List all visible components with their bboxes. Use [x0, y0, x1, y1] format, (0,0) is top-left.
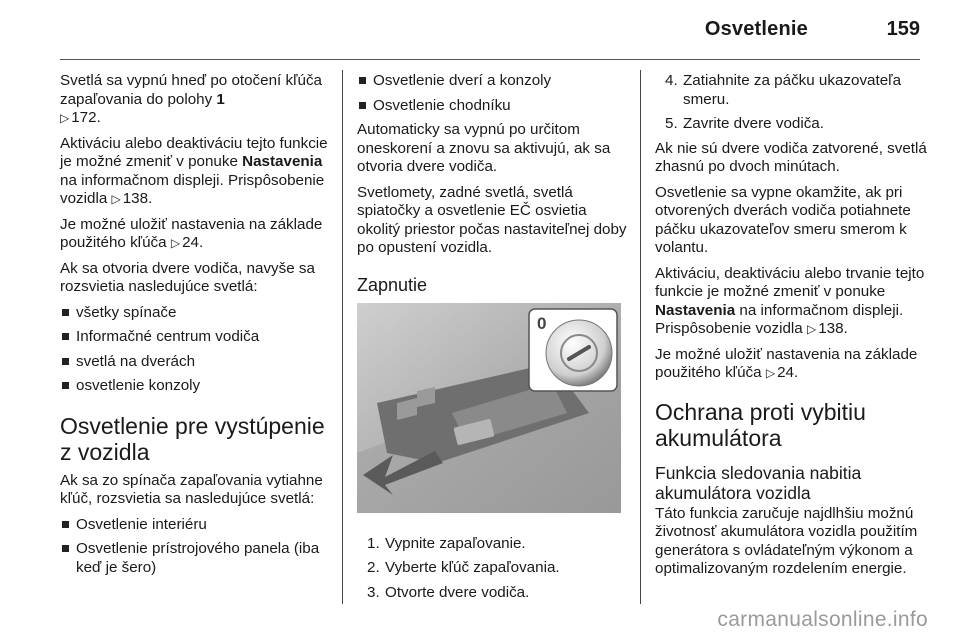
step-text: Zatiahnite za páčku ukazovateľa smeru.	[683, 72, 902, 108]
paragraph	[60, 216, 332, 253]
page-ref-arrow-icon: ▷	[765, 366, 776, 380]
page-ref-link[interactable]: 24.	[182, 234, 204, 251]
column-2	[357, 72, 629, 608]
paragraph	[655, 184, 930, 258]
section-heading: Osvetlenie pre vystúpenie z vozidla	[60, 412, 325, 465]
step-number: 2.	[367, 559, 380, 576]
step-text: Zavrite dvere vodiča.	[683, 115, 824, 132]
paragraph	[357, 184, 629, 258]
paragraph	[60, 72, 332, 128]
page-ref-link[interactable]: 138.	[818, 320, 848, 337]
paragraph	[60, 472, 332, 509]
paragraph	[655, 265, 930, 339]
step-number: 3.	[367, 583, 380, 601]
list-item: Informačné centrum vodiča	[60, 328, 332, 347]
list-item: všetky spínače	[60, 304, 332, 323]
column-divider-1	[342, 70, 343, 604]
list-item: Osvetlenie dverí a konzoly	[357, 72, 629, 91]
paragraph-text: Svetlá sa vypnú hneď po otočení kľúča zapaľovania do polohy	[60, 72, 322, 108]
paragraph-text: na informačnom displeji. Prispôsobenie vozidla	[655, 301, 904, 337]
ignition-position-label: 0	[537, 313, 547, 333]
paragraph	[60, 135, 332, 209]
column-1	[60, 72, 332, 583]
list-item	[357, 535, 629, 554]
bullet-list	[357, 72, 629, 115]
paragraph-text: Svetlomety, zadné svetlá, svetlá spiatočky a osvetlenie EČ osvietia okolitý priestor počas nastaviteľnej doby po opustení vozidla.	[357, 183, 627, 256]
step-number: 5.	[665, 115, 678, 132]
step-text: Vyberte kľúč zapaľovania.	[385, 559, 560, 576]
bullet-list	[60, 304, 332, 396]
paragraph-text: Ak nie sú dvere vodiča zatvorené, svetlá zhasnú po dvoch minútach.	[655, 139, 927, 175]
list-item: osvetlenie konzoly	[60, 377, 332, 396]
watermark-text: carmanualsonline.info	[717, 608, 928, 631]
numbered-steps	[357, 535, 629, 603]
step-number: 4.	[665, 72, 678, 89]
page-number: 159	[886, 18, 920, 40]
list-item: Osvetlenie interiéru	[60, 516, 332, 535]
list-item	[357, 584, 629, 603]
paragraph	[655, 505, 930, 579]
page-header-title: Osvetlenie	[704, 18, 808, 40]
paragraph-text: Je možné uložiť nastavenia na základe použitého kľúča	[60, 215, 323, 251]
turn-signal-lever-illustration	[357, 303, 621, 513]
paragraph	[655, 140, 930, 177]
ignition-position: 1	[216, 90, 225, 108]
menu-name: Nastavenia	[655, 301, 736, 319]
paragraph-text: Táto funkcia zaručuje najdlhšiu možnú životnosť akumulátora vozidla použitím generátora s ovládateľným výkonom a optimalizovaným rozdelením energie.	[655, 504, 918, 577]
list-item	[655, 115, 930, 134]
paragraph-text: Osvetlenie sa vypne okamžite, ak pri otvorených dverách vodiča potiahnete páčku ukazovateľov smeru smerom k volantu.	[655, 183, 911, 256]
step-text: Vypnite zapaľovanie.	[385, 534, 526, 552]
list-item: Osvetlenie chodníku	[357, 97, 629, 116]
paragraph-text: Automaticky sa vypnú po určitom oneskorení a znovu sa aktivujú, ak sa otvoria dvere vodiča.	[357, 121, 611, 175]
paragraph	[60, 260, 332, 297]
header-rule	[60, 59, 920, 60]
paragraph-text: Ak sa zo spínača zapaľovania vytiahne kľúč, rozsvietia sa nasledujúce svetlá:	[60, 471, 323, 507]
paragraph-text: Ak sa otvoria dvere vodiča, navyše sa rozsvietia nasledujúce svetlá:	[60, 259, 315, 295]
step-text: Otvorte dvere vodiča.	[385, 583, 530, 601]
subsection-heading: Funkcia sledovania nabitia akumulátora vozidla	[655, 462, 862, 503]
page-ref-link[interactable]: 138.	[122, 190, 153, 207]
paragraph-text: Aktiváciu, deaktiváciu alebo trvanie tejto funkcie je možné zmeniť v ponuke	[655, 264, 925, 300]
page-ref-link[interactable]: 24.	[777, 364, 799, 381]
section-heading: Ochrana proti vybitiu akumulátora	[655, 398, 866, 451]
page-ref-arrow-icon: ▷	[60, 111, 70, 125]
page-ref-link[interactable]: 172.	[71, 109, 101, 126]
bullet-list	[60, 516, 332, 578]
menu-name: Nastavenia	[242, 153, 323, 170]
paragraph	[357, 121, 629, 177]
list-item: Osvetlenie prístrojového panela (iba keď je šero)	[60, 540, 332, 577]
lever-illustration-svg	[357, 303, 621, 513]
paragraph-text: Aktiváciu alebo deaktiváciu tejto funkcie je možné zmeniť v ponuke	[60, 134, 328, 170]
paragraph-text: Je možné uložiť nastavenia na základe použitého kľúča	[655, 345, 918, 381]
paragraph	[655, 346, 930, 383]
page-ref-arrow-icon: ▷	[170, 236, 181, 250]
numbered-steps	[655, 72, 930, 134]
page-ref-arrow-icon: ▷	[806, 322, 817, 336]
list-item	[655, 72, 930, 109]
step-number: 1.	[367, 534, 380, 552]
column-divider-2	[640, 70, 641, 604]
list-item	[357, 559, 629, 578]
paragraph-text: na informačnom displeji. Prispôsobenie vozidla	[60, 171, 325, 207]
page-ref-arrow-icon: ▷	[111, 192, 121, 206]
list-item: svetlá na dverách	[60, 353, 332, 372]
section-heading: Zapnutie	[357, 274, 428, 295]
column-3	[655, 72, 930, 586]
